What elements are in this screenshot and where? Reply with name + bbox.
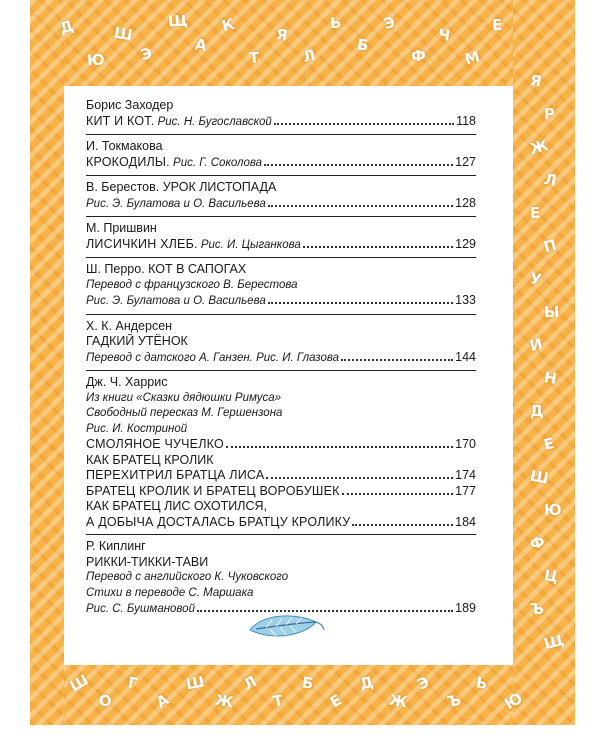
decorative-letter: П [541,235,559,257]
toc-line-with-page [86,350,476,367]
feather-icon [246,610,326,644]
toc-title [86,601,195,618]
decorative-letter: Ъ [529,599,545,619]
page-number: 177 [455,483,476,498]
toc-line-with-page [86,293,476,310]
decorative-letter: Ш [112,23,134,45]
toc-credit: Рис. Э. Булатова и О. Васильева [86,197,266,210]
decorative-letter: Я [528,71,544,91]
toc-title [86,155,262,172]
page-number: 129 [455,236,476,251]
dot-leader [342,484,454,495]
decorative-letter: Т [271,691,285,711]
toc-credit: Рис. С. Бушмановой [86,603,195,615]
decorative-letter: Ю [543,500,562,520]
decorative-letter: Ш [66,670,92,696]
decorative-letter: Б [355,35,370,55]
toc-work-title: БРАТЕЦ КРОЛИК И БРАТЕЦ ВОРОБУШЕК [86,483,340,498]
decorative-letter: Щ [541,630,566,654]
decorative-letter: Ъ [445,690,463,712]
decorative-letter: Е [491,15,503,35]
dot-leader [341,350,453,361]
dot-leader [274,114,454,125]
decorative-letter: Д [57,16,76,38]
toc-line-with-page [86,468,476,484]
toc-entry [86,314,476,371]
decorative-letter: Ч [436,25,452,45]
toc-credit: Рис. Г. Соколова [169,156,263,169]
decorative-letter: Ь [474,673,490,693]
toc-credit-line: Стихи в переводе С. Маршака [86,586,254,599]
toc-entry [86,534,476,622]
decorative-letter: Ь [329,13,342,33]
toc-line-with-page [86,155,476,172]
decorative-letter: К [219,14,237,36]
dot-leader [268,293,453,304]
toc-title [86,114,272,131]
toc-work-title: А ДОБЫЧА ДОСТАЛАСЬ БРАТЦУ КРОЛИКУ [86,514,351,529]
decorative-letter: О [97,691,114,711]
decorative-letter: Е [326,690,345,712]
toc-title [86,196,266,213]
toc-title [86,293,266,310]
toc-credit: Рис. И. Цыганкова [197,238,301,251]
toc-credit: Рис. Н. Бугославской [154,115,272,128]
decorative-letter: Ф [527,532,547,554]
toc-title [86,484,340,500]
toc-text-line: РИККИ-ТИККИ-ТАВИ [86,554,209,569]
decorative-letter: Л [240,672,260,694]
toc-credit: Рис. Э. Булатова и О. Васильева [86,295,266,307]
toc-title [86,437,224,453]
decorative-letter: Г [126,673,140,693]
page-number: 189 [455,601,476,615]
toc-text-line: В. Берестов. УРОК ЛИСТОПАДА [86,180,277,194]
decorative-letter: Л [542,170,559,190]
decorative-letter: Э [138,43,155,65]
toc-line-with-page [86,484,476,500]
dot-leader [264,155,453,166]
page-number: 144 [455,349,476,364]
toc-line-with-page [86,515,476,531]
decorative-letter: Р [543,104,556,124]
page-number: 174 [455,468,476,482]
toc-entry [86,98,476,134]
decorative-letter: Д [529,401,544,421]
toc-title [86,468,264,484]
toc-credit-line: Перевод с французского В. Берестова [86,278,298,291]
toc-text-line: Р. Киплинг [86,539,146,553]
toc-work-title: КИТ И КОТ. [86,113,155,128]
dot-leader [268,196,453,207]
decorative-letter: Ш [528,466,551,488]
toc-title [86,515,350,531]
toc-text-line: КАК БРАТЕЦ КРОЛИК [86,452,214,467]
toc-work-title: СМОЛЯНОЕ ЧУЧЕЛКО [86,437,224,451]
decorative-letter: Э [413,672,433,694]
toc-work-title: ПЕРЕХИТРИЛ БРАТЦА ЛИСА [86,468,265,482]
toc-text-line: КАК БРАТЕЦ ЛИС ОХОТИЛСЯ, [86,499,267,513]
toc-entry [86,216,476,257]
decorative-letter: Ж [527,136,551,158]
page-number: 184 [455,514,476,529]
decorative-letter: Щ [167,11,189,31]
toc-entry [86,257,476,314]
toc-text-line: ГАДКИЙ УТЁНОК [86,334,188,348]
decorative-letter: Ш [184,672,206,694]
toc-credit: Перевод с датского А. Ганзен. Рис. И. Глазова [86,351,340,364]
decorative-letter: Ю [86,50,106,70]
decorative-border-top [30,0,575,86]
toc-entry [86,175,476,216]
toc-credit-line: Свободный пересказ М. Гершензона [86,407,283,419]
toc-credit-line: Перевод с английского К. Чуковского [86,571,289,583]
page-number: 133 [455,293,476,307]
page-number: 118 [456,113,476,128]
dot-leader [226,437,453,448]
toc-text-line: Дж. Ч. Харрис [86,375,168,389]
toc-title [86,350,339,367]
decorative-letter: Д [358,672,375,694]
toc-line-with-page [86,196,476,213]
decorative-letter: Л [300,45,318,67]
decorative-letter: Б [300,673,316,693]
decorative-letter: Ф [410,46,427,66]
toc-work-title: ЛИСИЧКИН ХЛЕБ. [86,236,198,251]
page-number: 128 [455,195,476,210]
dot-leader [303,237,453,248]
toc-line-with-page [86,237,476,254]
decorative-letter: Ц [542,565,560,587]
toc-entry [86,370,476,534]
toc-line-with-page [86,114,476,131]
toc-text-line: Ш. Перро. КОТ В САПОГАХ [86,262,247,276]
decorative-letter: М [462,47,482,69]
decorative-letter: И [527,334,545,356]
decorative-letter: Т [248,48,260,68]
toc-work-title: КРОКОДИЛЫ. [86,154,170,169]
page-number: 127 [455,154,476,169]
decorative-letter: А [153,690,173,712]
toc-text-line: Борис Заходер [86,98,174,112]
decorative-letter: Е [529,203,541,223]
decorative-letter: Э [381,12,398,34]
table-of-contents [86,98,476,622]
toc-text-line: Х. К. Андерсен [86,318,173,333]
decorative-letter: Н [542,368,559,388]
decorative-letter: Ю [501,688,526,714]
decorative-letter: Ы [543,302,560,322]
dot-leader [266,468,453,479]
toc-credit-line: Рис. И. Костриной [86,422,188,435]
decorative-border-left [30,0,64,725]
toc-title [86,237,301,254]
decorative-letter: А [193,35,209,55]
decorative-letter: Я [274,25,289,45]
toc-entry [86,134,476,175]
toc-credit-line: Из книги «Сказки дядюшки Римуса» [86,391,282,404]
dot-leader [352,515,453,526]
decorative-letter: Ж [213,690,235,712]
decorative-letter: Ж [387,690,409,712]
decorative-letter: Е [541,434,557,454]
toc-line-with-page [86,437,476,453]
page-number: 170 [455,437,476,451]
toc-text-line: И. Токмакова [86,139,163,153]
toc-text-line: М. Пришвин [86,221,157,235]
decorative-letter: У [528,269,544,289]
